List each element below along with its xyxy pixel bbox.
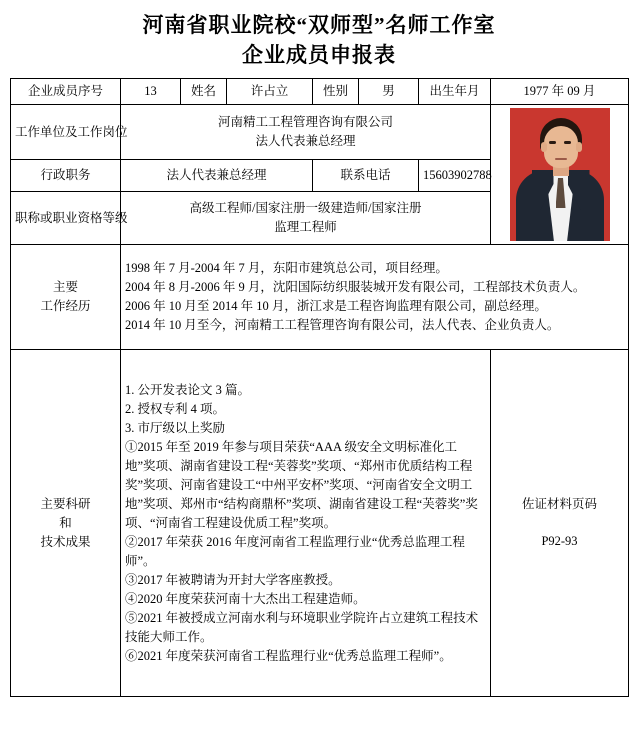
value-work-experience: [121, 245, 629, 350]
value-professional-title-line1: 高级工程师/国家注册一级建造师/国家注册: [189, 201, 422, 215]
value-work-unit-line2: 法人代表兼总经理: [255, 134, 356, 148]
label-gender: 性别: [313, 79, 359, 105]
achievement-paragraph: ②2017 年荣获 2016 年度河南省工程监理行业“优秀总监理工程师”。: [125, 534, 465, 568]
achievement-paragraph: ④2020 年度荣获河南十大杰出工程建造师。: [125, 591, 366, 606]
label-admin-position: 行政职务: [11, 160, 121, 192]
value-admin-position: 法人代表兼总经理: [121, 160, 313, 192]
label-achievements: [11, 350, 121, 697]
achievement-paragraph: ⑤2021 年被授成立河南水利与环境职业学院许占立建筑工程技术技能大师工作。: [125, 610, 479, 644]
label-name: 姓名: [181, 79, 227, 105]
value-phone: 15603902788: [419, 160, 491, 192]
label-achievements-line3: 技术成果: [40, 534, 91, 549]
label-achievements-line2: 和: [59, 515, 72, 530]
label-member-seq: 企业成员序号: [11, 79, 121, 105]
photo-ear-right: [576, 142, 582, 152]
value-birth-date: 1977 年 09 月: [491, 79, 629, 105]
experience-paragraph: 2014 年 10 月至今，河南精工工程管理咨询有限公司，法人代表、企业负责人。: [125, 318, 560, 332]
evidence-page-label: 佐证材料页码: [521, 497, 597, 511]
label-work-experience: [11, 245, 121, 350]
declaration-form-table: [10, 78, 629, 697]
experience-paragraph: 2004 年 8 月-2006 年 9 月，沈阳国际纺织服装城开发有限公司，工程部技术负责人。: [125, 280, 586, 294]
label-work-experience-line1: 主要: [52, 280, 78, 294]
value-member-seq: 13: [121, 79, 181, 105]
value-gender: 男: [359, 79, 419, 105]
label-achievements-line1: 主要科研: [40, 496, 91, 511]
label-birth-date: 出生年月: [419, 79, 491, 105]
achievement-paragraph: 1. 公开发表论文 3 篇。: [125, 382, 251, 397]
table-row-basic-info: [11, 79, 629, 105]
photo-eye-right: [564, 141, 571, 144]
label-work-experience-line2: 工作经历: [40, 299, 91, 313]
photo-mouth: [555, 158, 567, 160]
evidence-page-value: P92-93: [541, 534, 578, 548]
photo-cell: [491, 105, 629, 245]
achievement-paragraph: ③2017 年被聘请为开封大学客座教授。: [125, 572, 341, 587]
achievement-paragraph: 2. 授权专利 4 项。: [125, 401, 226, 416]
photo-face: [544, 126, 578, 168]
table-row-work-unit: [11, 105, 629, 160]
photo-eye-left: [549, 141, 556, 144]
achievement-paragraph: ⑥2021 年度荣获河南省工程监理行业“优秀总监理工程师”。: [125, 648, 452, 663]
value-achievements: [121, 350, 491, 697]
value-work-unit: [121, 105, 491, 160]
value-work-unit-line1: 河南精工工程管理咨询有限公司: [217, 115, 393, 129]
table-row-experience: [11, 245, 629, 350]
value-professional-title: [121, 192, 491, 245]
achievement-paragraph: 3. 市厅级以上奖励: [125, 420, 226, 435]
value-name: 许占立: [227, 79, 313, 105]
avatar: [510, 108, 610, 241]
evidence-page-cell: [491, 350, 629, 697]
experience-paragraph: 1998 年 7 月-2004 年 7 月，东阳市建筑总公司，项目经理。: [125, 261, 448, 275]
page-title-line2: 企业成员申报表: [242, 43, 396, 67]
label-work-unit: 工作单位及工作岗位: [11, 105, 121, 160]
table-row-achievements: [11, 350, 629, 697]
achievement-paragraph: ①2015 年至 2019 年参与项目荣获“AAA 级安全文明标准化工地”奖项、湖南省建设工程“芙蓉奖”奖项、“郑州市优质结构工程奖”奖项、河南省建设工“中州平安杯”奖项、“河南省安全文明工地”奖项、郑州市“结构商鼎杯”奖项、湖南省建设工程“芙蓉奖”奖项、“河南省工程建设优质工程”奖项。: [125, 439, 478, 530]
experience-paragraph: 2006 年 10 月至 2014 年 10 月，浙江求是工程咨询监理有限公司，副总经理。: [125, 299, 547, 313]
label-professional-title: 职称或职业资格等级: [11, 192, 121, 245]
photo-ear-left: [541, 142, 547, 152]
page-title-line1: 河南省职业院校“双师型”名师工作室: [142, 13, 496, 37]
label-phone: 联系电话: [313, 160, 419, 192]
value-professional-title-line2: 监理工程师: [274, 220, 337, 234]
